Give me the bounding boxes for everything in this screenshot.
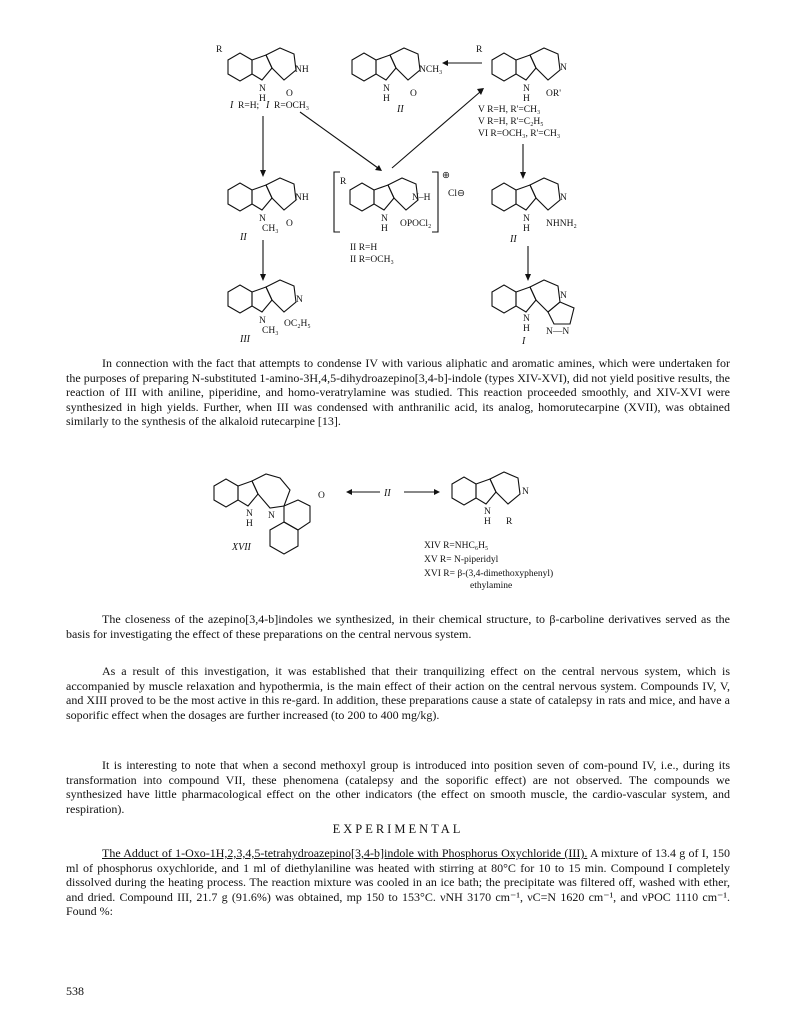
- experimental-body: A mixture of 13.4 g of I, 150 ml of phosphorus oxychloride, and 1 ml of diethylaniline was heated with stirring at 80°C for 10 to 15 min. Compound I completely dissolved during the heating process. The reaction mixture was cooled in an ice bath; the precipitate was filtered off, washed with ether, and dried. Compound III, 21.7 g (91.6%) was obtained, mp 150 to 153°C. νNH 3170 cm⁻¹, νC=N 1620 cm⁻¹, and νPOC 1110 cm⁻¹. Found %:: [66, 846, 730, 919]
- label-n: N: [259, 84, 266, 94]
- experimental-heading: EXPERIMENTAL: [332, 822, 464, 836]
- label-h: H: [523, 324, 530, 334]
- label-h: H: [523, 94, 530, 104]
- label-n: N: [560, 63, 567, 73]
- label-n: N: [259, 214, 266, 224]
- compound-label: XVII: [232, 542, 251, 553]
- label-nch3: NCH₃: [419, 65, 443, 75]
- label-n: N: [560, 193, 567, 203]
- label-or: OR': [546, 89, 561, 99]
- compound-xiv-structure: [424, 472, 553, 591]
- label-r: R: [506, 517, 513, 527]
- paragraph-result: As a result of this investigation, it was established that their tranquilizing effect on the central nervous system, which is accompanied by muscle relaxation and hypothermia, is the main effect of their action on the central nervous system. Compounds IV, V, and XIII proved to be the most active in this re-gard. In addition, these preparations cause a state of catalepsy in rats and mice, and have a soporific effect when the dosages are further increased (to 200 to 400 mg/kg).: [66, 664, 730, 722]
- substituent-line: II R=OCH₃: [350, 255, 394, 265]
- label-r: R: [476, 45, 483, 55]
- compound-label: II: [240, 232, 247, 243]
- label-n: N: [522, 487, 529, 497]
- label-n: N: [560, 291, 567, 301]
- compound-label: II: [510, 234, 517, 245]
- experimental-title: The Adduct of 1-Oxo-1H,2,3,4,5-tetrahydroazepino[3,4-b]indole with Phosphorus Oxychloride (III).: [102, 846, 588, 860]
- substituent-line: XV R= N-piperidyl: [424, 555, 499, 565]
- label-o: O: [286, 219, 293, 229]
- label-ch3: CH₃: [262, 326, 279, 336]
- substituent-label: R=OCH₃: [274, 101, 310, 111]
- compound-label: I: [266, 100, 270, 111]
- label-h: H: [484, 517, 491, 527]
- label-n: N: [484, 507, 491, 517]
- label-n: N: [523, 84, 530, 94]
- label-ch3: CH₃: [262, 224, 279, 234]
- compound-xvii-structure: [214, 474, 325, 554]
- label-h: H: [523, 224, 530, 234]
- compound-label: I: [230, 100, 234, 111]
- substituent-line: V R=H, R'=CH₃: [478, 105, 541, 115]
- substituent-label: R=H;: [238, 101, 260, 111]
- label-h: H: [246, 519, 253, 529]
- paragraph-experimental: [66, 846, 730, 919]
- label-n: N: [383, 84, 390, 94]
- substituent-line: V R=H, R'=C₂H₅: [478, 117, 544, 127]
- label-n: N: [523, 314, 530, 324]
- label-n: N: [523, 214, 530, 224]
- label-nh: N–H: [412, 193, 431, 203]
- label-opocl2: OPOCl₂: [400, 219, 432, 229]
- compound-label: III: [240, 334, 250, 345]
- label-n: N: [246, 509, 253, 519]
- label-h: H: [381, 224, 388, 234]
- label-n: N: [268, 511, 275, 521]
- substituent-line: XVI R= β-(3,4-dimethoxyphenyl): [424, 569, 554, 579]
- label-n: N: [381, 214, 388, 224]
- paragraph-methoxyl: It is interesting to note that when a second methoxyl group is introduced into position seven of com-pound IV, i.e., during its transformation into compound VII, these phenomena (catalepsy and the soporific effect) are not observed. The compounds we synthesized have little pharmacological effect on the other indicators (the effect on smooth muscle, the cardio-vascular system, and respiration).: [66, 758, 730, 816]
- substituent-line: XIV R=NHC₆H₅: [424, 541, 489, 551]
- compound-label: II: [397, 104, 404, 115]
- substituent-line: II R=H: [350, 243, 378, 253]
- arrow-reagent-label: II: [384, 488, 391, 499]
- label-charge: ⊕: [442, 171, 450, 181]
- label-nhnh2: NHNH₂: [546, 219, 577, 229]
- label-nh: NH: [295, 65, 309, 75]
- label-n: N: [259, 316, 266, 326]
- label-n: N: [296, 295, 303, 305]
- label-r: R: [340, 177, 347, 187]
- paragraph-condensation: In connection with the fact that attempts to condense IV with various aliphatic and aromatic amines, which were undertaken for the purposes of preparing N-substituted 1-amino-3H,4,5-dihydroazepino[3,4-b]-indole (types XIV-XVI), did not yield positive results, the reaction of III with aniline, piperidine, and homo-veratrylamine was studied. This reaction proceeded smoothly, and XIV-XVI were synthesized in high yields. Further, when III was condensed with anthranilic acid, its analog, homorutecarpine (XVII), was obtained similarly to the synthesis of the alkaloid rutecarpine [13].: [66, 356, 730, 429]
- compound-label: I: [522, 336, 526, 345]
- substituent-line: ethylamine: [470, 581, 513, 591]
- label-o: O: [286, 89, 293, 99]
- label-o: O: [318, 491, 325, 501]
- paragraph-closeness: The closeness of the azepino[3,4-b]indoles we synthesized, in their chemical structure, to β-carboline derivatives served as the basis for investigating the effect of these preparations on the central nervous system.: [66, 612, 730, 641]
- label-nn: N—N: [546, 327, 570, 337]
- page-number: 538: [66, 984, 84, 998]
- label-h: H: [383, 94, 390, 104]
- label-nh: NH: [295, 193, 309, 203]
- substituent-line: VI R=OCH₃, R'=CH₃: [478, 129, 561, 139]
- label-h: H: [259, 94, 266, 104]
- label-r: R: [216, 45, 223, 55]
- label-chloride: Cl⊖: [448, 189, 465, 199]
- label-o: O: [410, 89, 417, 99]
- label-oc2h5: OC₂H₅: [284, 319, 311, 329]
